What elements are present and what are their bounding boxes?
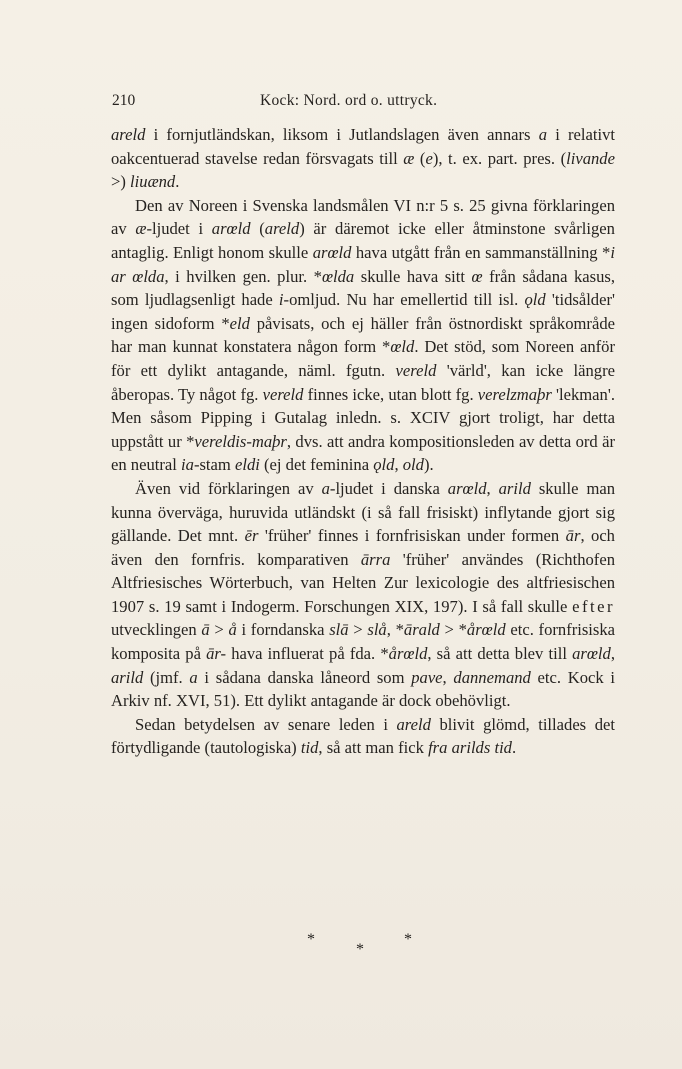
- text-run: .: [175, 172, 180, 192]
- italic-term: a: [321, 478, 330, 498]
- text-run: 'värld', kan icke längre åberopas. Ty något fg.: [111, 360, 615, 404]
- text-run: 'früher' användes (Richthofen Altfriesisches Wörterbuch, van Helten Zur lexicologie des altfriesischen 1907 s. 19 samt i Indogerm. Forschungen XIX, 197). I så fall skulle: [111, 549, 615, 616]
- text-run: ,: [610, 644, 615, 664]
- text-run: finnes icke, utan blott fg.: [303, 384, 478, 404]
- text-run: -omljud. Nu har emellertid till isl.: [283, 290, 525, 310]
- italic-term: areld: [396, 714, 431, 734]
- italic-term: pave: [411, 667, 443, 687]
- text-run: >): [111, 172, 131, 192]
- italic-term: tid: [300, 738, 319, 758]
- italic-term: fra arilds tid: [428, 738, 512, 758]
- text-run: i relativt oakcentuerad stavelse redan försvagats till: [111, 125, 616, 168]
- text-run: skulle hava sitt: [354, 266, 472, 286]
- italic-term: slā: [329, 620, 349, 640]
- italic-term: ēr: [244, 526, 259, 546]
- text-run: från sådana kasus, som ljudlagsenligt hade: [111, 266, 615, 310]
- italic-term: arœld: [211, 219, 251, 239]
- italic-term: årœld: [466, 620, 506, 640]
- italic-term: ārald: [403, 620, 440, 640]
- text-run: hava influerat på fda. *: [226, 644, 389, 664]
- paragraph: [111, 477, 615, 713]
- text-run: Sedan betydelsen av senare leden i: [135, 714, 397, 734]
- body-text: [111, 123, 615, 760]
- italic-term: arild: [498, 478, 531, 498]
- italic-term: verelzmaþr: [477, 384, 552, 404]
- text-run: i forndanska: [236, 620, 330, 640]
- italic-term: ǫld: [373, 455, 395, 475]
- text-run: Även vid förklaringen av: [135, 478, 322, 498]
- text-run: 'früher' finnes i fornfrisiskan under formen: [258, 526, 566, 546]
- text-run: (jmf.: [143, 667, 190, 687]
- italic-term: ia: [181, 455, 194, 475]
- asterisk: *: [356, 941, 364, 958]
- text-run: .: [511, 738, 517, 758]
- section-break: [0, 929, 682, 965]
- italic-term: arœld: [447, 478, 487, 498]
- text-run: 'lekman'. Men såsom Pipping i Gutalag inledn. s. XCIV gjort troligt, har detta uppstått ur *: [111, 384, 615, 451]
- text-run: (: [250, 219, 265, 239]
- text-run: (: [414, 148, 426, 168]
- asterisk: *: [404, 931, 412, 948]
- text-run: , *: [386, 620, 404, 640]
- text-run: , i hvilken gen. plur. *: [164, 266, 322, 286]
- text-run: ,: [394, 455, 403, 475]
- italic-term: liuænd: [130, 172, 176, 192]
- italic-term: i ar œlda: [111, 242, 615, 286]
- text-run: -stam: [193, 455, 235, 475]
- italic-term: vereld: [395, 360, 437, 380]
- italic-term: arœld: [312, 242, 352, 262]
- text-run: . Det stöd, som Noreen anför för ett dylikt antagande, näml. fgutn.: [111, 337, 615, 380]
- italic-term: a: [189, 667, 198, 687]
- page-header: [112, 92, 612, 116]
- italic-term: areld: [264, 219, 300, 239]
- italic-term: œ: [471, 266, 483, 286]
- italic-term: ā: [201, 620, 210, 640]
- italic-term: old: [402, 455, 424, 475]
- paragraph: [111, 713, 615, 760]
- italic-term: arœld: [572, 644, 611, 664]
- text-run: ).: [423, 455, 434, 475]
- text-run: skulle man kunna överväga, huruvida utländskt (i så fall frisiskt) inflytande gjort sig gällande. Det mnt.: [111, 478, 616, 546]
- text-run: -ljudet i: [146, 219, 212, 239]
- italic-term: e: [425, 148, 433, 168]
- italic-term: vereld: [262, 384, 304, 404]
- italic-term: dannemand: [453, 667, 531, 687]
- italic-term: æ: [403, 148, 415, 168]
- text-run: ,: [442, 667, 454, 687]
- text-run: , dvs. att andra kompositionsleden av detta ord är en neutral: [111, 431, 615, 475]
- italic-term: i: [278, 290, 284, 310]
- text-run: hava utgått från en sammanställning *: [351, 242, 611, 262]
- text-run: (ej det feminina: [259, 455, 374, 475]
- italic-term: areld: [111, 125, 146, 144]
- italic-term: ār-: [206, 644, 227, 664]
- text-run: blivit glömd, tillades det förtydligande (tautologiska): [111, 714, 615, 758]
- italic-term: å: [228, 620, 237, 640]
- text-run: > *: [439, 620, 467, 640]
- text-run: >: [209, 620, 229, 640]
- text-run: påvisats, och ej häller från östnordiskt språkområde har man kunnat konstatera någon form *: [111, 313, 615, 357]
- running-title: Kock: Nord. ord o. uttryck.: [260, 92, 438, 109]
- italic-term: slå: [367, 620, 387, 640]
- text-run: -ljudet i danska: [329, 478, 448, 498]
- paragraph: [111, 123, 615, 194]
- text-run: , så att man fick: [318, 738, 429, 758]
- italic-term: ārra: [360, 549, 391, 569]
- text-run: ) är däremot icke eller åtminstone svårligen antaglig. Enligt honom skulle: [111, 219, 615, 262]
- text-run: etc. Kock i Arkiv nf. XVI, 51). Ett dylikt antagande är dock obehövligt.: [111, 667, 616, 711]
- spaced-emphasis: efter: [572, 596, 615, 616]
- italic-term: vereldis-maþr: [194, 431, 287, 451]
- italic-term: œld: [390, 337, 415, 357]
- asterisk: *: [307, 931, 315, 948]
- italic-term: arild: [111, 667, 144, 687]
- text-run: 'tidsålder' ingen sidoform *: [111, 290, 615, 333]
- italic-term: årœld: [388, 644, 428, 664]
- text-run: etc. fornfrisiska komposita på: [111, 620, 616, 664]
- italic-term: ǫld: [524, 290, 546, 310]
- italic-term: a: [538, 125, 547, 144]
- page-number: 210: [112, 92, 136, 109]
- italic-term: ār: [565, 526, 581, 546]
- text-run: ), t. ex. part. pres. (: [432, 148, 567, 168]
- italic-term: eldi: [234, 455, 260, 475]
- text-run: , så att detta blev till: [427, 644, 573, 664]
- paragraph: [111, 194, 615, 477]
- text-run: , och även den fornfris. komparativen: [111, 526, 615, 569]
- italic-term: æ: [135, 219, 147, 239]
- italic-term: œlda: [321, 266, 355, 286]
- text-run: i fornjutländskan, liksom i Jutlandslagen även annars: [145, 125, 539, 144]
- text-run: i sådana danska låneord som: [197, 667, 412, 687]
- text-run: utvecklingen: [111, 620, 202, 640]
- text-run: ,: [486, 478, 499, 498]
- italic-term: livande: [566, 148, 615, 168]
- text-run: Den av Noreen i Svenska landsmålen VI n:r 5 s. 25 givna förklaringen av: [111, 195, 615, 239]
- italic-term: eld: [229, 313, 250, 333]
- text-run: >: [348, 620, 368, 640]
